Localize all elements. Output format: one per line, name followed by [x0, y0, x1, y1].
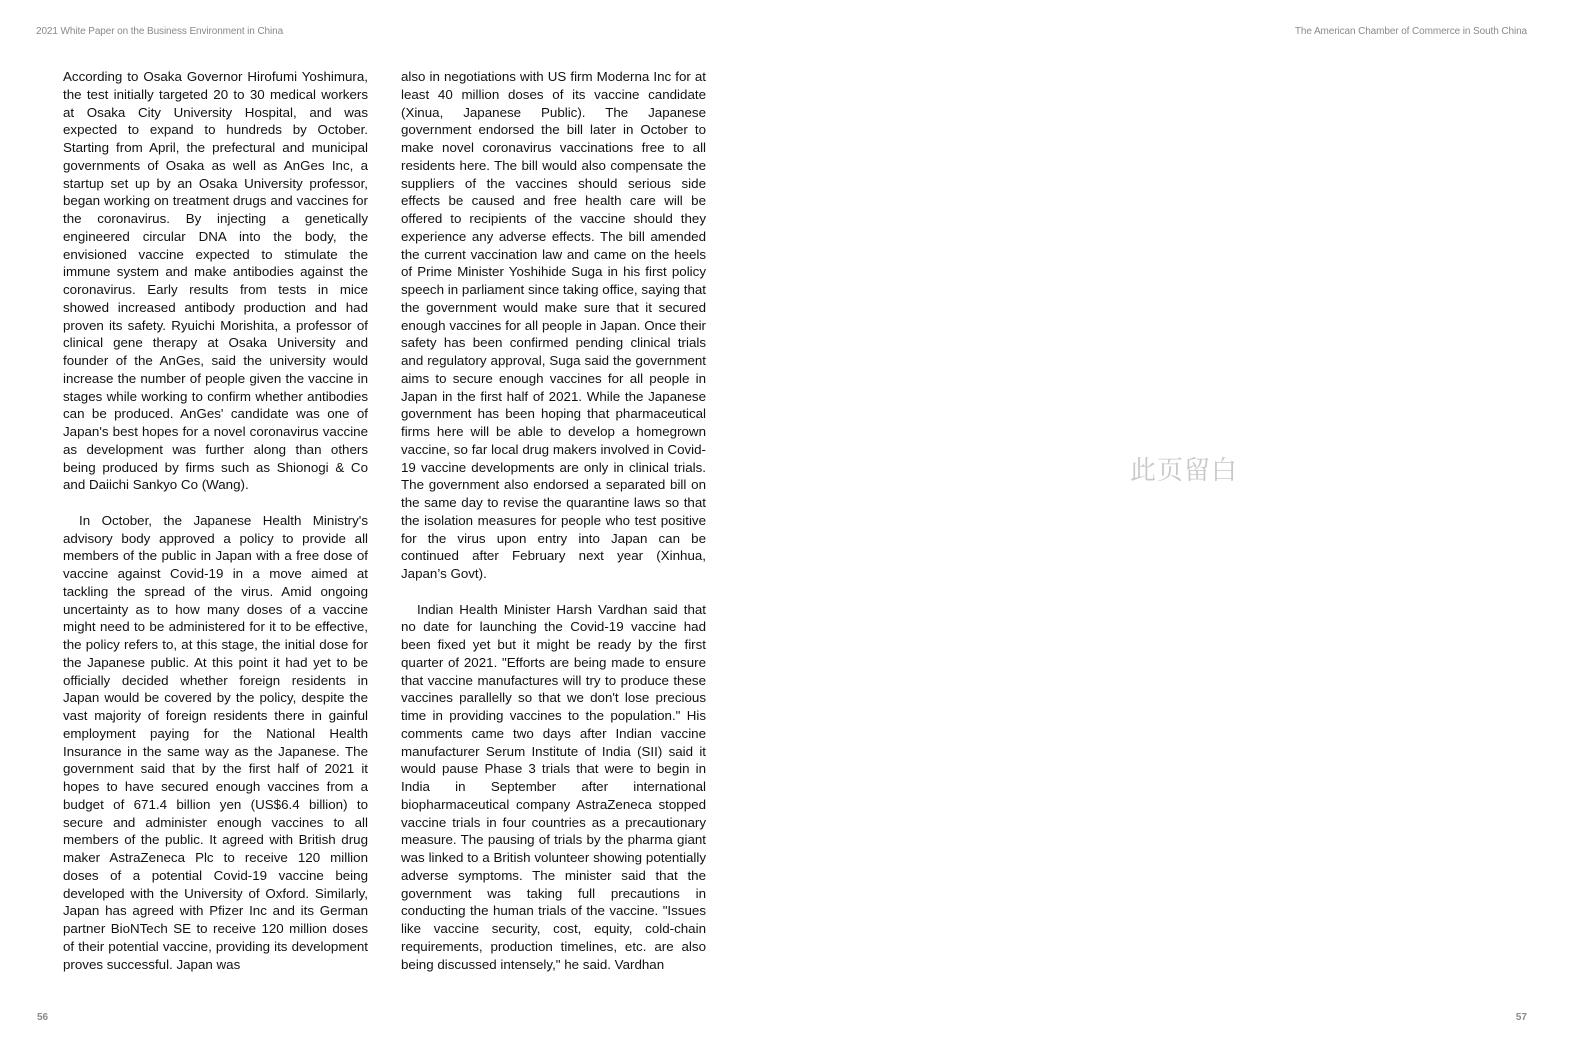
left-page: [0, 0, 793, 1058]
page-number-left: 56: [37, 1012, 49, 1023]
blank-page-note: 此页留白: [1130, 456, 1239, 486]
running-head-left: 2021 White Paper on the Business Environment in China: [36, 26, 284, 37]
paragraph: In October, the Japanese Health Ministry's advisory body approved a policy to provide all members of the public in Japan with a free dose of vaccine against Covid-19 in a move aimed at tackling the spread of the virus. Amid ongoing uncertainty as to how many doses of a vaccine might need to be administered for it to be effective, the policy refers to, at this stage, the initial dose for the Japanese public. At this point it had yet to be officially decided whether foreign residents in Japan would be covered by the policy, despite the vast majority of foreign residents there in gainful employment paying for the National Health Insurance in the same way as the Japanese. The government said that by the first half of 2021 it hopes to have secured enough vaccines from a budget of 671.4 billion yen (US$6.4 billion) to secure and administer enough vaccines to all members of the public. It agreed with British drug maker AstraZeneca Plc to receive 120 million doses of a potential Covid-19 vaccine being developed with the University of Oxford. Similarly, Japan has agreed with Pfizer Inc and its German partner BioNTech SE to receive 120 million doses of their potential vaccine, providing its development proves successful. Japan was: [63, 512, 368, 972]
paragraph: Indian Health Minister Harsh Vardhan said that no date for launching the Covid-19 vaccine had been fixed yet but it might be ready by the first quarter of 2021. "Efforts are being made to ensure that vaccine manufactures will try to produce these vaccines parallelly so that we don't lose precious time in providing vaccines to the population." His comments came two days after Indian vaccine manufacturer Serum Institute of India (SII) said it would pause Phase 3 trials that were to begin in India in September after international biopharmaceutical company AstraZeneca stopped vaccine trials in four countries as a precautionary measure. The pausing of trials by the pharma giant was linked to a British volunteer showing potentially adverse symptoms. The minister said that the government was taking full precautions in conducting the human trials of the vaccine. "Issues like vaccine security, cost, equity, cold-chain requirements, production timelines, etc. are also being discussed intensely," he said. Vardhan: [401, 601, 706, 972]
running-head-right: The American Chamber of Commerce in South China: [1294, 26, 1527, 37]
right-page: [793, 0, 1587, 1058]
paragraph: also in negotiations with US firm Moderna Inc for at least 40 million doses of its vaccine candidate (Xinua, Japanese Public). The Japanese government endorsed the bill later in October to make novel coronavirus vaccinations free to all residents here. The bill would also compensate the suppliers of the vaccines should serious side effects be caused and free health care will be offered to recipients of the vaccine should they experience any adverse effects. The bill amended the current vaccination law and came on the heels of Prime Minister Yoshihide Suga in his first policy speech in parliament since taking office, saying that the government would make sure that it secured enough vaccines for all people in Japan. Once their safety has been confirmed pending clinical trials and regulatory approval, Suga said the government aims to secure enough vaccines for all people in Japan in the first half of 2021. While the Japanese government has been hoping that pharmaceutical firms here will be able to develop a homegrown vaccine, so far local drug makers involved in Covid-19 vaccine developments are only in clinical trials. The government also endorsed a separated bill on the same day to revise the quarantine laws so that the isolation measures for people who test positive for the virus upon entry into Japan can be continued after February next year (Xinhua, Japan’s Govt).: [401, 69, 706, 581]
paragraph: According to Osaka Governor Hirofumi Yoshimura, the test initially targeted 20 to 30 medical workers at Osaka City University Hospital, and was expected to expand to hundreds by October. Starting from April, the prefectural and municipal governments of Osaka as well as AnGes Inc, a startup set up by an Osaka University professor, began working on treatment drugs and vaccines for the coronavirus. By injecting a genetically engineered circular DNA into the body, the envisioned vaccine expected to stimulate the immune system and make antibodies against the coronavirus. Early results from tests in mice showed increased antibody production and had proven its safety. Ryuichi Morishita, a professor of clinical gene therapy at Osaka University and founder of the AnGes, said the university would increase the number of people given the vaccine in stages while working to confirm whether antibodies can be produced. AnGes' candidate was one of Japan's best hopes for a novel coronavirus vaccine as development was further along than others being produced by firms such as Shionogi & Co and Daiichi Sankyo Co (Wang).: [63, 69, 368, 493]
text-column-2: [401, 68, 706, 973]
text-column-1: [63, 68, 368, 973]
page-number-right: 57: [1515, 1012, 1527, 1023]
